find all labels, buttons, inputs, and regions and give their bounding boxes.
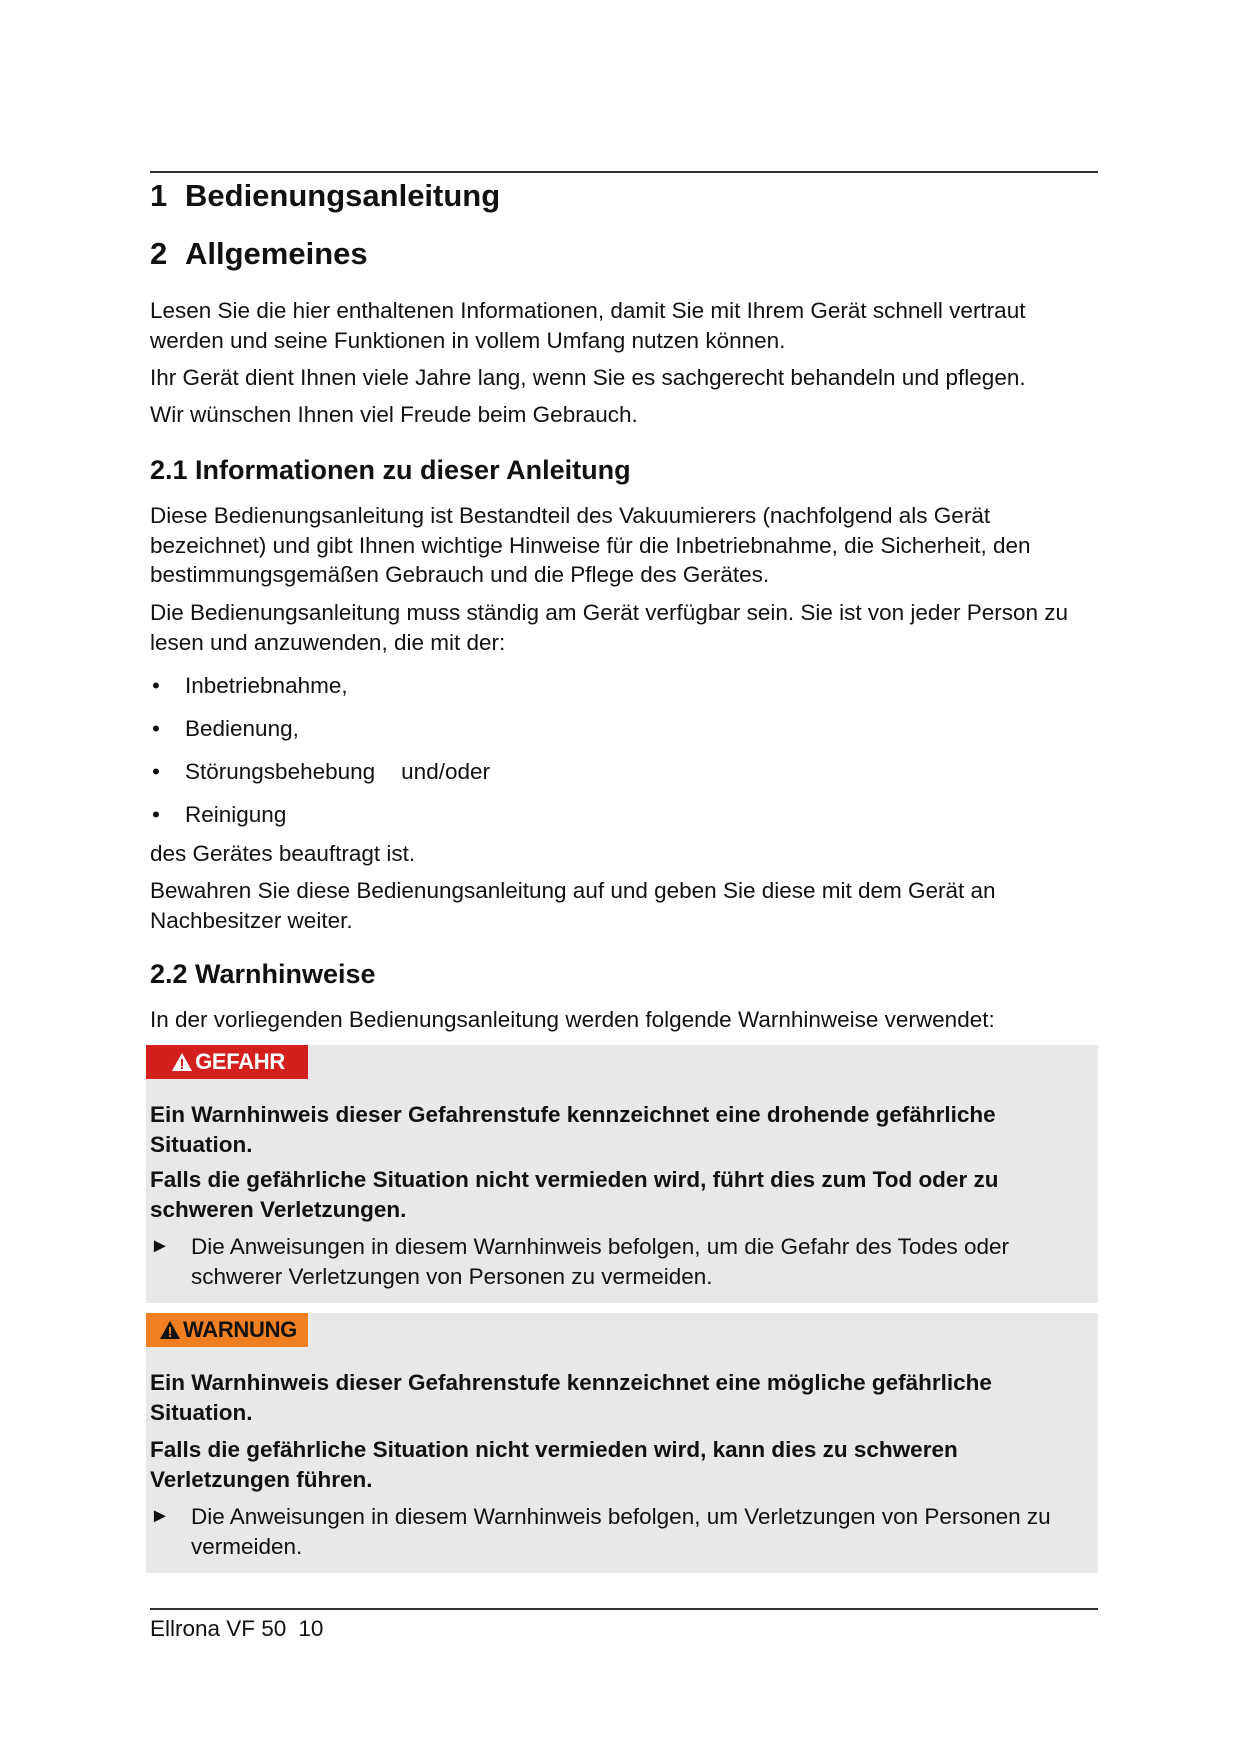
danger-badge-label: GEFAHR	[195, 1049, 285, 1074]
heading-allgemeines	[150, 236, 368, 272]
footer-rule	[150, 1608, 1098, 1610]
arrow-right-icon: ►	[150, 1505, 170, 1527]
heading-number: 1	[150, 178, 168, 213]
bullet-extra-text: und/oder	[401, 759, 490, 784]
warning-badge	[146, 1313, 308, 1347]
anleitung-paragraph-3: des Gerätes beauftragt ist.	[150, 841, 416, 866]
heading-number: 2	[150, 236, 168, 271]
heading-text: Bedienungsanleitung	[185, 178, 501, 213]
bullet-dot: •	[152, 759, 160, 784]
anleitung-paragraph-1: Diese Bedienungsanleitung ist Bestandteil des Vakuumierers (nachfolgend als Gerät bezeichnet) und gibt Ihnen wichtige Hinweise für die Inbetriebnahme, die Sicherheit, den bestimmungsgemäßen Gebrauch und die Pflege des Gerätes.	[150, 503, 1031, 587]
bullet-text: Bedienung,	[185, 716, 299, 741]
heading-bedienungsanleitung	[150, 178, 500, 214]
bullet-dot: •	[152, 716, 160, 741]
footer	[150, 1616, 323, 1642]
warnhinweise-intro: In der vorliegenden Bedienungsanleitung werden folgende Warnhinweise verwendet:	[150, 1007, 995, 1032]
bullet-dot: •	[152, 673, 160, 698]
bullet-dot: •	[152, 802, 160, 827]
warning-box	[146, 1313, 1098, 1573]
warning-triangle-icon	[159, 1316, 181, 1350]
header-rule	[150, 171, 1098, 173]
bullet-item	[150, 800, 286, 830]
bullet-text: Inbetriebnahme,	[185, 673, 348, 698]
allgemeines-paragraph-1: Lesen Sie die hier enthaltenen Informationen, damit Sie mit Ihrem Gerät schnell vertraut werden und seine Funktionen in vollem Umfang nutzen können.	[150, 298, 1026, 353]
warning-bold-2: Falls die gefährliche Situation nicht vermieden wird, kann dies zu schweren Verletzungen führen.	[150, 1437, 958, 1492]
danger-box	[146, 1045, 1098, 1303]
footer-product: Ellrona VF 50	[150, 1616, 287, 1641]
allgemeines-paragraph-2: Ihr Gerät dient Ihnen viele Jahre lang, wenn Sie es sachgerecht behandeln und pflegen.	[150, 365, 1026, 390]
bullet-item	[150, 671, 348, 701]
heading-informationen: 2.1 Informationen zu dieser Anleitung	[150, 455, 631, 485]
danger-badge	[146, 1045, 308, 1079]
danger-action	[150, 1232, 1094, 1291]
danger-action-text: Die Anweisungen in diesem Warnhinweis befolgen, um die Gefahr des Todes oder schwerer Verletzungen von Personen zu vermeiden.	[191, 1234, 1009, 1289]
bullet-item	[150, 714, 299, 744]
bullet-item	[150, 757, 490, 787]
bullet-text: Reinigung	[185, 802, 287, 827]
allgemeines-paragraph-3: Wir wünschen Ihnen viel Freude beim Gebrauch.	[150, 402, 638, 427]
danger-bold-1: Ein Warnhinweis dieser Gefahrenstufe kennzeichnet eine drohende gefährliche Situation.	[150, 1102, 996, 1157]
warning-triangle-icon	[171, 1048, 193, 1082]
anleitung-paragraph-4: Bewahren Sie diese Bedienungsanleitung auf und geben Sie diese mit dem Gerät an Nachbesitzer weiter.	[150, 878, 996, 933]
bullet-text: Störungsbehebung	[185, 759, 376, 784]
warning-badge-label: WARNUNG	[182, 1317, 297, 1342]
warning-bold-1: Ein Warnhinweis dieser Gefahrenstufe kennzeichnet eine mögliche gefährliche Situation.	[150, 1370, 992, 1425]
page-number: 10	[298, 1616, 324, 1641]
anleitung-paragraph-2: Die Bedienungsanleitung muss ständig am Gerät verfügbar sein. Sie ist von jeder Person zu lesen und anzuwenden, die mit der:	[150, 600, 1069, 655]
warning-action	[150, 1502, 1094, 1561]
heading-warnhinweise: 2.2 Warnhinweise	[150, 959, 376, 989]
arrow-right-icon: ►	[150, 1235, 170, 1257]
warning-action-text: Die Anweisungen in diesem Warnhinweis befolgen, um Verletzungen von Personen zu vermeiden.	[191, 1504, 1051, 1559]
danger-bold-2: Falls die gefährliche Situation nicht vermieden wird, führt dies zum Tod oder zu schweren Verletzungen.	[150, 1167, 999, 1222]
heading-text: Allgemeines	[185, 236, 368, 271]
